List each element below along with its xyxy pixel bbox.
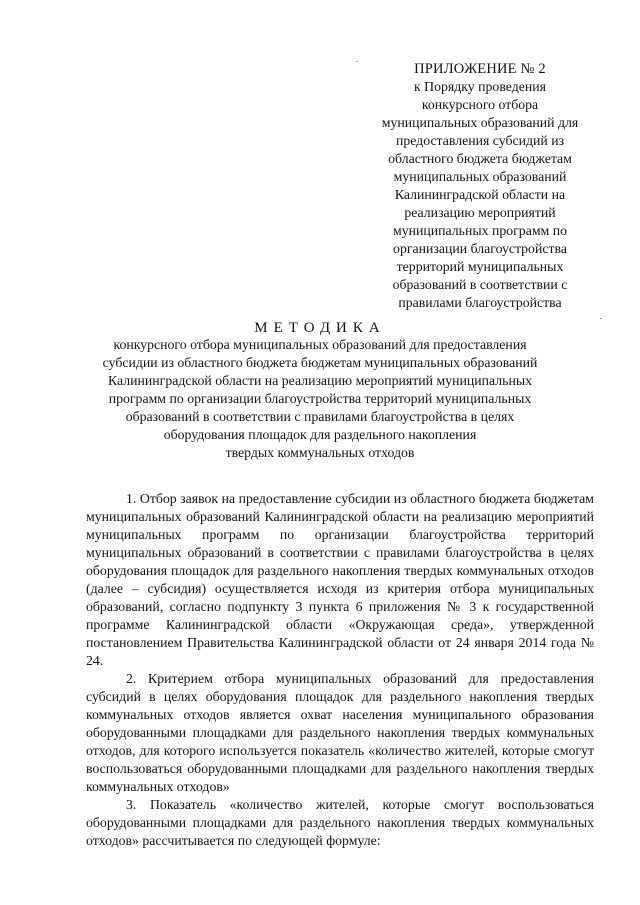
annex-line: образований в соответствии с [392,277,568,292]
annex-line: правилами благоустройства [398,295,562,310]
annex-title: ПРИЛОЖЕНИЕ № 2 [414,61,546,77]
annex-line: организации благоустройства [393,241,567,256]
method-subtitle-line: Калининградской области на реализацию мероприятий муниципальных [108,373,532,388]
scan-speck [356,61,358,62]
method-subtitle-line: программ по организации благоустройства территорий муниципальных [108,391,532,406]
method-subtitle [100,336,540,462]
annex-line: областного бюджета бюджетам [388,151,572,166]
method-title: МЕТОДИКА [254,320,386,336]
method-subtitle-line: конкурсного отбора муниципальных образований для предоставления [113,337,527,352]
paragraph-3: 3. Показатель «количество жителей, которые смогут воспользоваться оборудованными площадками для раздельного накопления твердых коммунальных отходов» рассчитывается по следующей формуле: [86,797,594,848]
method-subtitle-line: твердых коммунальных отходов [225,445,415,460]
annex-line: территорий муниципальных [396,259,564,274]
method-subtitle-line: образований в соответствии с правилами благоустройства в целях [125,409,515,424]
annex-line: реализацию мероприятий [404,205,556,220]
annex-line: к Порядку проведения [414,79,546,94]
annex-line: муниципальных программ по [392,223,568,238]
annex-line: муниципальных образований для [381,115,579,130]
annex-line: Калининградской области на [394,187,566,202]
annex-line: муниципальных образований [393,169,567,184]
method-subtitle-line: оборудования площадок для раздельного накопления [163,427,477,442]
annex-line: конкурсного отбора [421,97,539,112]
document-body [86,490,594,850]
paragraph-2: 2. Критерием отбора муниципальных образований для предоставления субсидий в целях оборудования площадок для раздельного накопления твердых коммунальных отходов является охват населения муниципального образования оборудованными площадками для раздельного накопления твердых коммунальных отходов, для которого используется показатель «количество жителей, которые смогут воспользоваться оборудованными площадками для раздельного накопления твердых коммунальных отходов» [86,671,594,794]
method-subtitle-line: субсидии из областного бюджета бюджетам муниципальных образований [102,355,538,370]
annex-line: предоставления субсидий из [395,133,565,148]
annex-header [370,60,590,312]
paragraph-1: 1. Отбор заявок на предоставление субсидии из областного бюджета бюджетам муниципальных образований Калининградской области на реализацию мероприятий муниципальных программ по организации благоустройства территорий муниципальных образований в соответствии с правилами благоустройства в целях оборудования площадок для раздельного накопления твердых коммунальных отходов (далее – субсидия) осуществляется исходя из критерия отбора муниципальных образований, согласно подпункту 3 пункта 6 приложения № 3 к государственной программе Калининградской области «Окружающая среда», утвержденной постановлением Правительства Калининградской области от 24 января 2014 года № 24. [86,491,594,668]
